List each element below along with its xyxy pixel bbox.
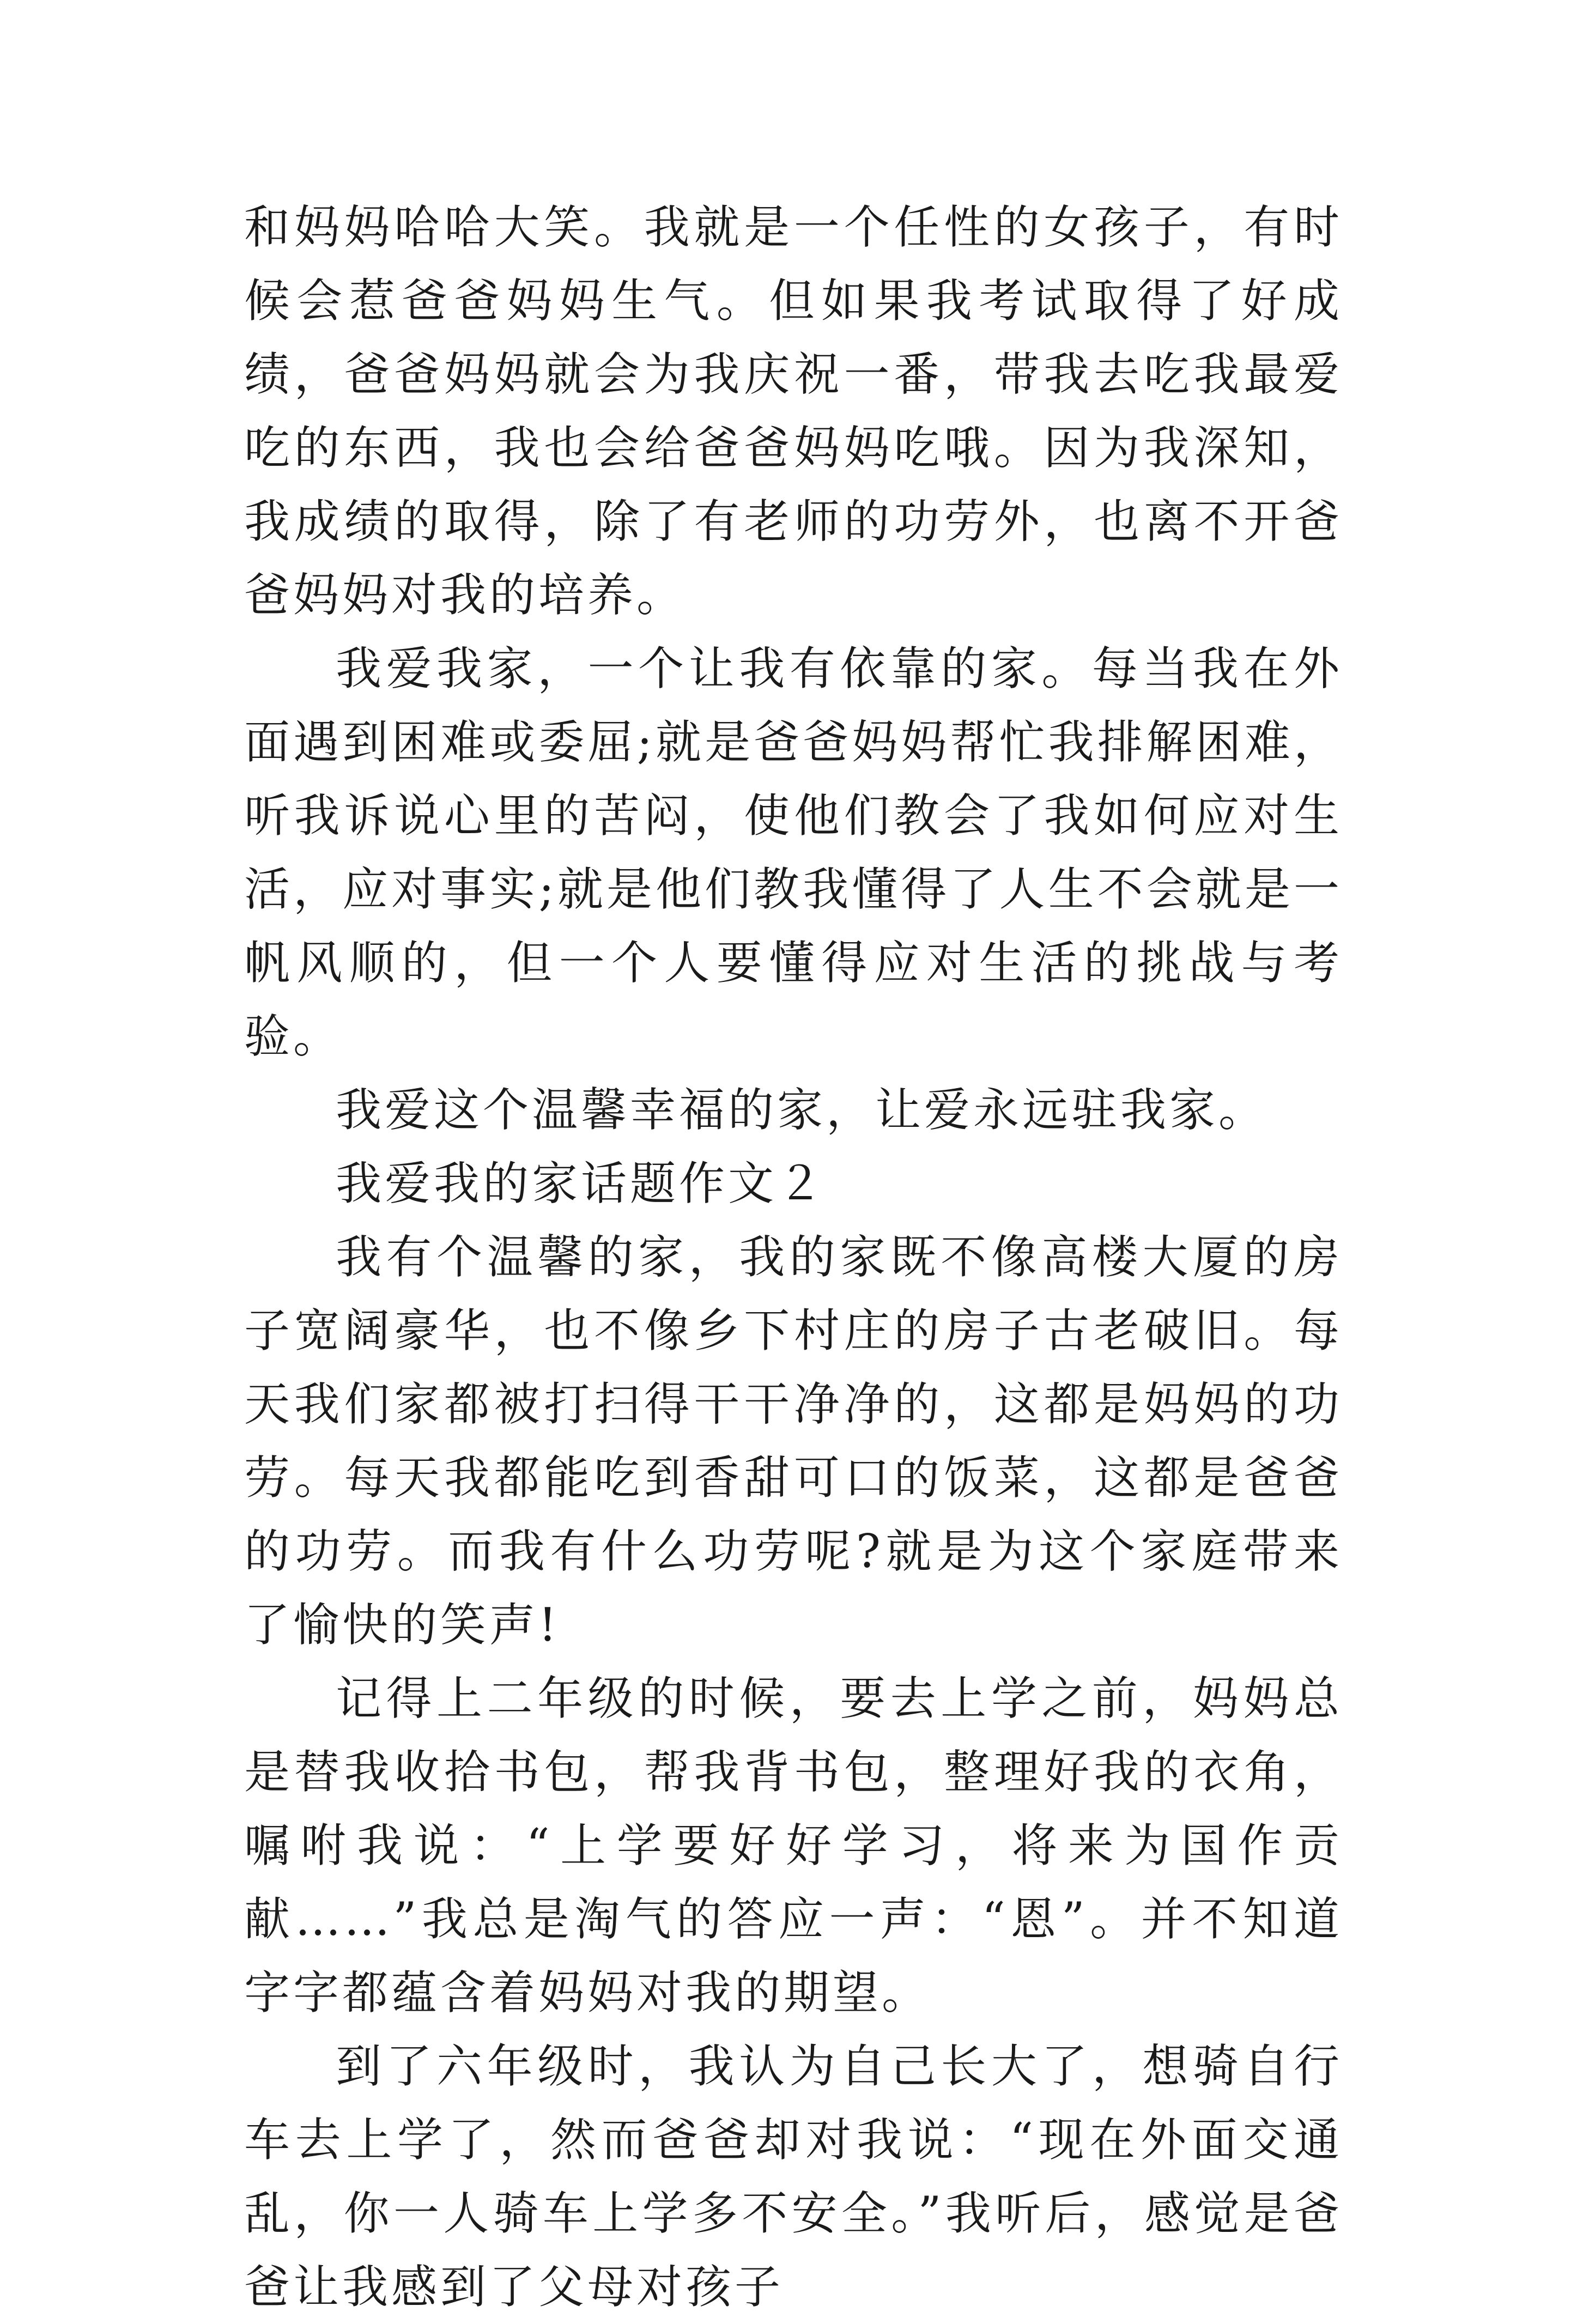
paragraph: 到了六年级时，我认为自己长大了，想骑自行车去上学了，然而爸爸却对我说：“现在外面交通乱，你一人骑车上学多不安全。”我听后，感觉是爸爸让我感到了父母对孩子 (244, 2040, 1343, 2314)
document-body (244, 191, 1343, 2324)
paragraph: 我爱我家，一个让我有依靠的家。每当我在外面遇到困难或委屈;就是爸爸妈妈帮忙我排解困难，听我诉说心里的苦闷，使他们教会了我如何应对生活，应对事实;就是他们教我懂得了人生不会就是一帆风顺的，但一个人要懂得应对生活的挑战与考验。 (244, 642, 1343, 1063)
paragraph-continued: 和妈妈哈哈大笑。我就是一个任性的女孩子，有时候会惹爸爸妈妈生气。但如果我考试取得了好成绩，爸爸妈妈就会为我庆祝一番，带我去吃我最爱吃的东西，我也会给爸爸妈妈吃哦。因为我深知，我成绩的取得，除了有老师的功劳外，也离不开爸爸妈妈对我的培养。 (244, 201, 1343, 622)
section-heading: 我爱我的家话题作文２ (336, 1157, 827, 1210)
paragraph: 我有个温馨的家，我的家既不像高楼大厦的房子宽阔豪华，也不像乡下村庄的房子古老破旧。每天我们家都被打扫得干干净净的，这都是妈妈的功劳。每天我都能吃到香甜可口的饭菜，这都是爸爸的功劳。而我有什么功劳呢?就是为这个家庭带来了愉快的笑声! (244, 1230, 1343, 1652)
paragraph: 记得上二年级的时候，要去上学之前，妈妈总是替我收拾书包，帮我背书包，整理好我的衣角，嘱咐我说：“上学要好好学习，将来为国作贡献……”我总是淘气的答应一声：“恩”。并不知道字字都蕴含着妈妈对我的期望。 (244, 1672, 1343, 2019)
paragraph: 我爱这个温馨幸福的家，让爱永远驻我家。 (336, 1083, 1268, 1137)
